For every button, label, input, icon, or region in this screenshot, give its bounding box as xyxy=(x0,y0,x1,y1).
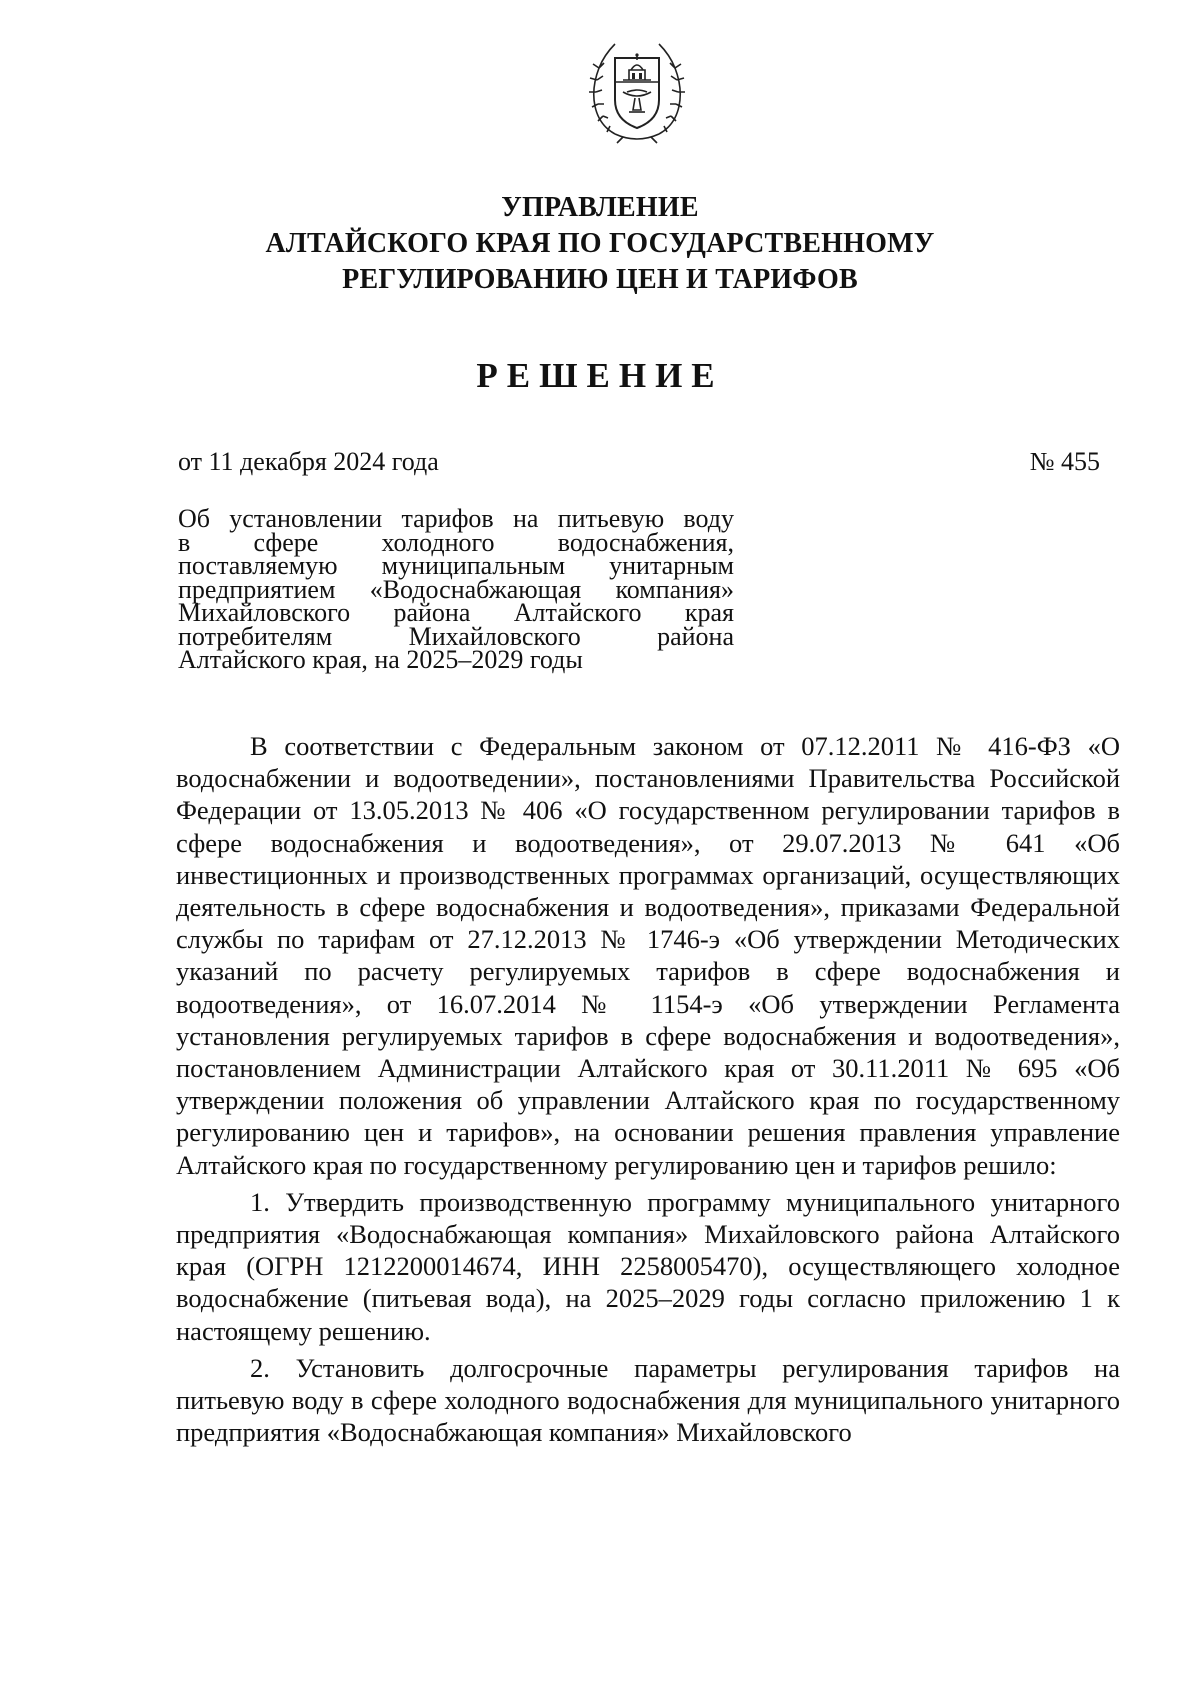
subject-line: предприятием «Водоснабжающая компания» xyxy=(178,574,734,604)
subject-line: потребителям Михайловского района xyxy=(178,621,734,651)
resolution-item-2: 2. Установить долгосрочные параметры регулирования тарифов на питьевую воду в сфере холодного водоснабжения для муниципального унитарного предприятия «Водоснабжающая компания» Михайловского xyxy=(176,1352,1120,1448)
resolution-item-1: 1. Утвердить производственную программу муниципального унитарного предприятия «Водоснабжающая компания» Михайловского района Алтайского края (ОГРН 1212200014674, ИНН 2258005470), осуществляющего холодное водоснабжение (питьевая вода), на 2025–2029 годы согласно приложению 1 к настоящему решению. xyxy=(176,1186,1120,1346)
preamble-paragraph: В соответствии с Федеральным законом от 07.12.2011 № 416-ФЗ «О водоснабжении и водоотведении», постановлениями Правительства Российской Федерации от 13.05.2013 № 406 «О государственном регулировании тарифов в сфере водоснабжения и водоотведения», от 29.07.2013 № 641 «Об инвестиционных и производственных программах организаций, осуществляющих деятельность в сфере водоснабжения и водоотведения», приказами Федеральной службы по тарифам от 27.12.2013 № 1746-э «Об утверждении Методических указаний по расчету регулируемых тарифов в сфере водоснабжения и водоотведения», от 16.07.2014 № 1154-э «Об утверждении Регламента установления регулируемых тарифов в сфере водоснабжения и водоотведения», постановлением Администрации Алтайского края от 30.11.2011 № 695 «Об утверждении положения об управлении Алтайского края по государственному регулированию цен и тарифов», на основании решения правления управление Алтайского края по государственному регулированию цен и тарифов решило: xyxy=(176,731,1120,1180)
agency-name-line-2: АЛТАЙСКОГО КРАЯ ПО ГОСУДАРСТВЕННОМУ xyxy=(265,228,935,259)
agency-name-line-1: УПРАВЛЕНИЕ xyxy=(501,192,699,223)
coat-of-arms-icon xyxy=(585,34,689,146)
subject-line: Михайловского района Алтайского края xyxy=(178,598,734,627)
subject-line: Об установлении тарифов на питьевую воду xyxy=(178,504,734,533)
agency-name-line-3: РЕГУЛИРОВАНИЮ ЦЕН И ТАРИФОВ xyxy=(342,264,858,295)
document-body xyxy=(176,730,1120,1448)
agency-name xyxy=(200,190,1000,298)
subject-line: в сфере холодного водоснабжения, xyxy=(178,527,734,557)
document-date: от 11 декабря 2024 года xyxy=(178,447,439,476)
document-type-title: РЕШЕНИЕ xyxy=(476,356,724,395)
subject-line: Алтайского края, на 2025–2029 годы xyxy=(178,645,583,674)
document-number: № 455 xyxy=(1029,447,1100,476)
subject-line: поставляемую муниципальным унитарным xyxy=(178,551,734,580)
document-subject xyxy=(178,504,734,674)
